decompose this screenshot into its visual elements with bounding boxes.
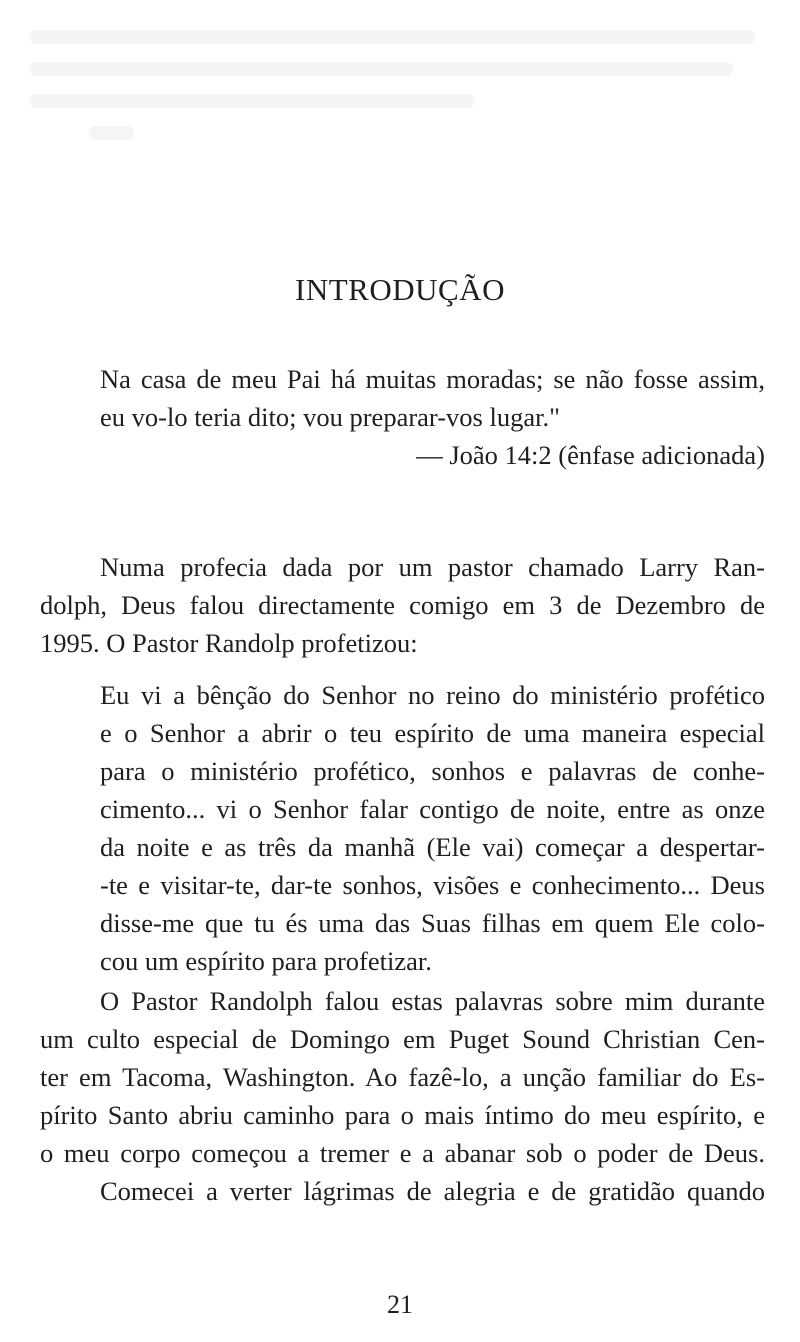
paragraph-line: ter em Tacoma, Washington. Ao fazê-lo, a unção familiar do Es- [40,1062,765,1092]
show-through-text [30,30,770,150]
block-quote [100,676,765,980]
paragraph-line: 1995. O Pastor Randolp profetizou: [40,628,418,658]
paragraph-line: o meu corpo começou a tremer e a abanar sob o poder de Deus. [40,1138,765,1168]
paragraph-line: Numa profecia dada por um pastor chamado Larry Ran- [100,552,765,582]
quote-line: Eu vi a bênção do Senhor no reino do ministério profético [100,680,765,710]
epigraph-line: eu vo-lo teria dito; vou preparar-vos lugar." [100,402,560,432]
paragraph-line: um culto especial de Domingo em Puget Sound Christian Cen- [40,1024,765,1054]
quote-line: da noite e as três da manhã (Ele vai) começar a despertar- [100,832,765,862]
paragraph-line: dolph, Deus falou directamente comigo em 3 de Dezembro de [40,590,765,620]
paragraph-line: Comecei a verter lágrimas de alegria e de gratidão quando [100,1176,765,1206]
epigraph-line: Na casa de meu Pai há muitas moradas; se não fosse assim, [100,364,765,394]
epigraph-attribution: — João 14:2 (ênfase adicionada) [416,440,765,470]
quote-line: disse-me que tu és uma das Suas filhas em quem Ele colo- [100,908,765,938]
paragraph-line: pírito Santo abriu caminho para o mais íntimo do meu espírito, e [40,1100,765,1130]
quote-line: cou um espírito para profetizar. [100,946,432,976]
quote-line: -te e visitar-te, dar-te sonhos, visões e conhecimento... Deus [100,870,765,900]
paragraph [40,982,765,1210]
quote-line: e o Senhor a abrir o teu espírito de uma maneira especial [100,718,765,748]
quote-line: para o ministério profético, sonhos e palavras de conhe- [100,756,765,786]
epigraph [100,360,765,474]
paragraph [40,548,765,662]
chapter-title: INTRODUÇÃO [295,272,505,307]
paragraph-line: O Pastor Randolph falou estas palavras sobre mim durante [100,986,765,1016]
quote-line: cimento... vi o Senhor falar contigo de noite, entre as onze [100,794,765,824]
page-number: 21 [387,1290,413,1319]
